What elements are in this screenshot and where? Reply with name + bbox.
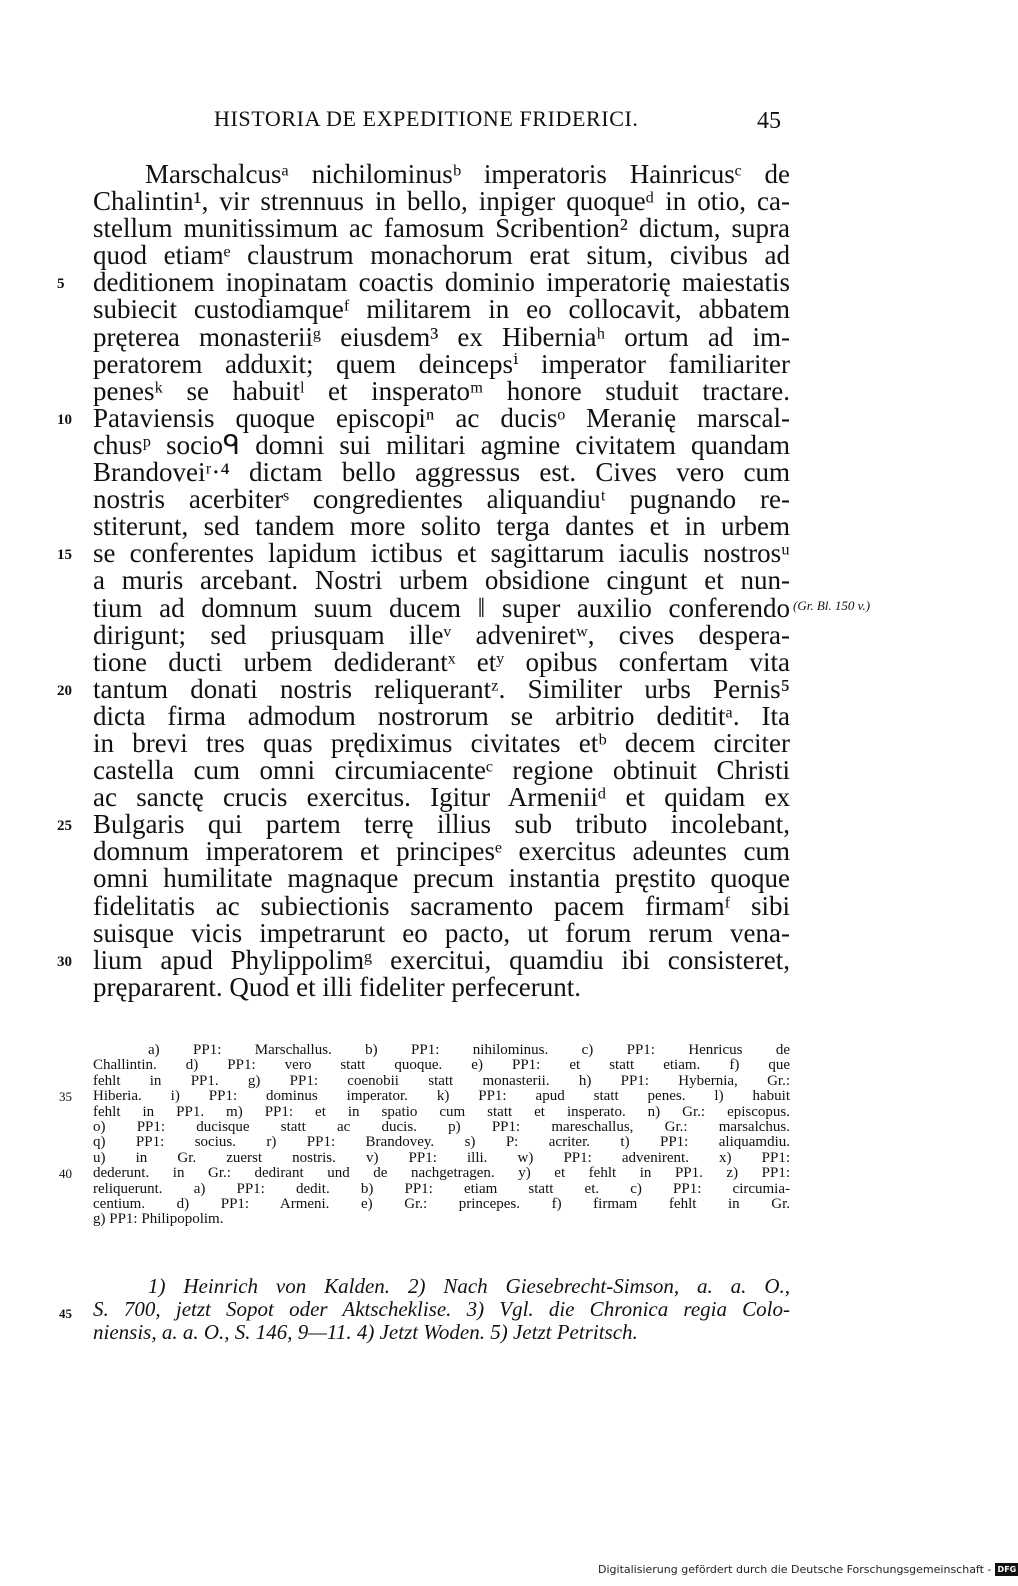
main-text-text: Marschalcusᵃ nichilominusᵇ imperatoris Hainricusᶜ de: [145, 159, 790, 189]
main-text-text: in brevi tres quas prędiximus civitates etᵇ decem circiter: [93, 727, 790, 758]
apparatus-line: [93, 1105, 790, 1120]
footnotes: [59, 1274, 790, 1344]
main-text-text: dicta firma admodum nostrorum se arbitrio dedititᵃ. Ita: [93, 700, 790, 731]
main-text-line: [57, 809, 790, 840]
main-text-line: [93, 646, 790, 677]
main-text-line: [93, 838, 790, 865]
main-text-text: suisque vicis impetrarunt eo pacto, ut forum rerum vena-: [93, 917, 790, 948]
apparatus-line: [93, 1074, 790, 1089]
main-text-line: [57, 944, 790, 975]
main-text-text: dirigunt; sed priusquam illeᵛ adveniretʷ, cives despera-: [93, 619, 790, 650]
line-number: 25: [57, 818, 72, 835]
apparatus-line: [93, 1182, 790, 1197]
page-number: 45: [757, 108, 781, 134]
main-text-text: nostris acerbiterˢ congredientes aliquandiuᵗ pugnando re-: [93, 484, 790, 515]
main-text-line: [93, 321, 790, 352]
apparatus-text: reliquerunt. a) PP1: dedit. b) PP1: etiam statt et. c) PP1: circumia-: [93, 1180, 790, 1197]
main-text-line: [93, 757, 790, 784]
footnote-line: [93, 1321, 790, 1344]
apparatus-text: centium. d) PP1: Armeni. e) Gr.: princepes. f) firmam fehlt in Gr.: [93, 1195, 790, 1212]
main-text-text: stiterunt, sed tandem more solito terga dantes et in urbem: [93, 511, 790, 542]
main-text-text: stellum munitissimum ac famosum Scribention² dictum, supra: [93, 213, 790, 244]
main-text-line: [93, 619, 790, 650]
apparatus-line: [93, 1197, 790, 1212]
main-text-line: [93, 161, 790, 188]
main-text-line: [93, 188, 790, 215]
footnote-line: [93, 1275, 790, 1298]
main-text-line: [93, 348, 790, 379]
digitization-footer: [598, 1560, 1018, 1578]
apparatus-line: [93, 1212, 790, 1227]
main-text-text: peratorem adduxit; quem deincepsⁱ imperator familiariter: [93, 348, 790, 379]
main-text-line: [93, 592, 790, 623]
main-text-line: [93, 459, 790, 486]
footnote-line: [59, 1297, 790, 1321]
main-text-line: [93, 700, 790, 731]
main-text-line: [57, 267, 790, 298]
main-text-text: castella cum omni circumiacenteᶜ regione obtinuit Christi: [93, 755, 790, 786]
apparatus-line: [59, 1088, 790, 1105]
main-text-text: subiecit custodiamqueᶠ militarem in eo collocavit, abbatem: [93, 294, 790, 325]
apparatus-text: dederunt. in Gr.: dedirant und de nachgetragen. y) et fehlt in PP1. z) PP1:: [93, 1165, 790, 1182]
main-text-text: a muris arcebant. Nostri urbem obsidione cingunt et nun-: [93, 565, 790, 596]
main-text-text: chusᵖ socioᑫ domni sui militari agmine civitatem quandam: [93, 429, 790, 460]
critical-apparatus: [59, 1042, 790, 1228]
apparatus-text: q) PP1: socius. r) PP1: Brandovey. s) P: acriter. t) PP1: aliquamdiu.: [93, 1134, 790, 1151]
apparatus-text: a) PP1: Marschallus. b) PP1: nihilominus. c) PP1: Henricus de: [148, 1042, 790, 1058]
main-text-text: omni humilitate magnaque precum instantia pręstito quoque: [93, 863, 790, 894]
line-number: 5: [57, 276, 65, 293]
apparatus-line: [93, 1151, 790, 1166]
main-text-line: [93, 513, 790, 540]
main-text-text: deditionem inopinatam coactis dominio imperatorię maiestatis: [93, 267, 790, 298]
page-header: [0, 106, 1000, 140]
apparatus-line: [93, 1135, 790, 1150]
main-text-line: [93, 971, 790, 1002]
main-text: [57, 159, 790, 1002]
main-text-text: tione ducti urbem dediderantˣ etʸ opibus confertam vita: [93, 646, 790, 677]
apparatus-text: g) PP1: Philipopolim.: [93, 1211, 224, 1228]
main-text-text: Chalintin¹, vir strennuus in bello, inpiger quoqueᵈ in otio, ca-: [93, 186, 790, 217]
main-text-text: lium apud Phylippolimᵍ exercitui, quamdiu ibi consisteret,: [93, 944, 790, 975]
main-text-line: [57, 673, 790, 704]
apparatus-text: Challintin. d) PP1: vero statt quoque. e) PP1: et statt etiam. f) que: [93, 1057, 790, 1074]
line-number: 40: [59, 1166, 72, 1182]
main-text-text: Bulgaris qui partem terrę illius sub tributo incolebant,: [93, 809, 790, 840]
main-text-text: fidelitatis ac subiectionis sacramento pacem firmamᶠ sibi: [93, 890, 790, 921]
main-text-text: tium ad domnum suum ducem ‖ super auxilio conferendo: [93, 592, 790, 623]
main-text-text: Brandoveiʳ·⁴ dictam bello aggressus est. Cives vero cum: [93, 457, 790, 488]
apparatus-text: fehlt in PP1. g) PP1: coenobii statt monasterii. h) PP1: Hybernia, Gr.:: [93, 1072, 790, 1089]
main-text-line: [93, 375, 790, 406]
footnote-text: S. 700, jetzt Sopot oder Aktscheklise. 3) Vgl. die Chronica regia Colo-: [93, 1297, 790, 1321]
footer-text: Digitalisierung gefördert durch die Deutsche Forschungsgemeinschaft -: [598, 1562, 992, 1576]
main-text-text: quod etiamᵉ claustrum monachorum erat situm, civibus ad: [93, 240, 790, 271]
main-text-text: ac sanctę crucis exercitus. Igitur Armeniiᵈ et quidam ex: [93, 782, 790, 813]
main-text-text: prępararent. Quod et illi fideliter perfecerunt.: [93, 971, 582, 1002]
dfg-logo-text: DFG: [997, 1564, 1017, 1574]
main-text-text: pręterea monasteriiᵍ eiusdem³ ex Hiberniaʰ ortum ad im-: [93, 321, 790, 352]
main-text-text: Pataviensis quoque episcopiⁿ ac ducisᵒ Meranię marscal-: [93, 402, 790, 433]
footnote-text: niensis, a. a. O., S. 146, 9—11. 4) Jetzt Woden. 5) Jetzt Petritsch.: [93, 1320, 638, 1344]
main-text-line: [93, 567, 790, 594]
apparatus-line: [93, 1120, 790, 1135]
apparatus-text: fehlt in PP1. m) PP1: et in spatio cum statt et insperato. n) Gr.: episcopus.: [93, 1103, 790, 1120]
margin-note: (Gr. Bl. 150 v.): [793, 598, 871, 613]
line-number: 45: [59, 1306, 72, 1321]
footnote-text: 1) Heinrich von Kalden. 2) Nach Giesebrecht-Simson, a. a. O.,: [148, 1274, 790, 1298]
main-text-line: [93, 727, 790, 758]
apparatus-text: Hiberia. i) PP1: dominus imperator. k) PP1: apud statt penes. l) habuit: [93, 1088, 790, 1105]
main-text-line: [93, 890, 790, 921]
main-text-line: [93, 784, 790, 811]
main-text-line: [57, 402, 790, 433]
line-number: 35: [59, 1089, 72, 1105]
main-text-text: tantum donati nostris reliquerantᶻ. Similiter urbs Pernis⁵: [93, 673, 790, 704]
main-text-text: penesᵏ se habuitˡ et insperatoᵐ honore studuit tractare.: [93, 375, 790, 406]
main-text-line: [93, 865, 790, 892]
main-text-line: [57, 538, 790, 569]
main-text-text: se conferentes lapidum ictibus et sagittarum iaculis nostrosᵘ: [93, 538, 790, 569]
main-text-line: [93, 429, 790, 460]
apparatus-line: [93, 1043, 790, 1058]
line-number: 10: [57, 411, 72, 428]
line-number: 15: [57, 547, 72, 564]
main-text-line: [93, 242, 790, 269]
main-text-line: [93, 296, 790, 323]
running-title: HISTORIA DE EXPEDITIONE FRIDERICI.: [214, 106, 639, 131]
apparatus-line: [59, 1165, 790, 1182]
main-text-line: [93, 215, 790, 242]
apparatus-line: [93, 1058, 790, 1073]
line-number: 20: [57, 682, 72, 699]
line-number: 30: [57, 953, 72, 970]
main-text-line: [93, 917, 790, 948]
apparatus-text: o) PP1: ducisque statt ac ducis. p) PP1: mareschallus, Gr.: marsalchus.: [93, 1118, 790, 1135]
main-text-line: [93, 486, 790, 513]
dfg-logo-icon: [995, 1563, 1018, 1576]
main-text-text: domnum imperatorem et principesᵉ exercitus adeuntes cum: [93, 836, 790, 867]
apparatus-text: u) in Gr. zuerst nostris. v) PP1: illi. w) PP1: advenirent. x) PP1:: [93, 1149, 790, 1166]
